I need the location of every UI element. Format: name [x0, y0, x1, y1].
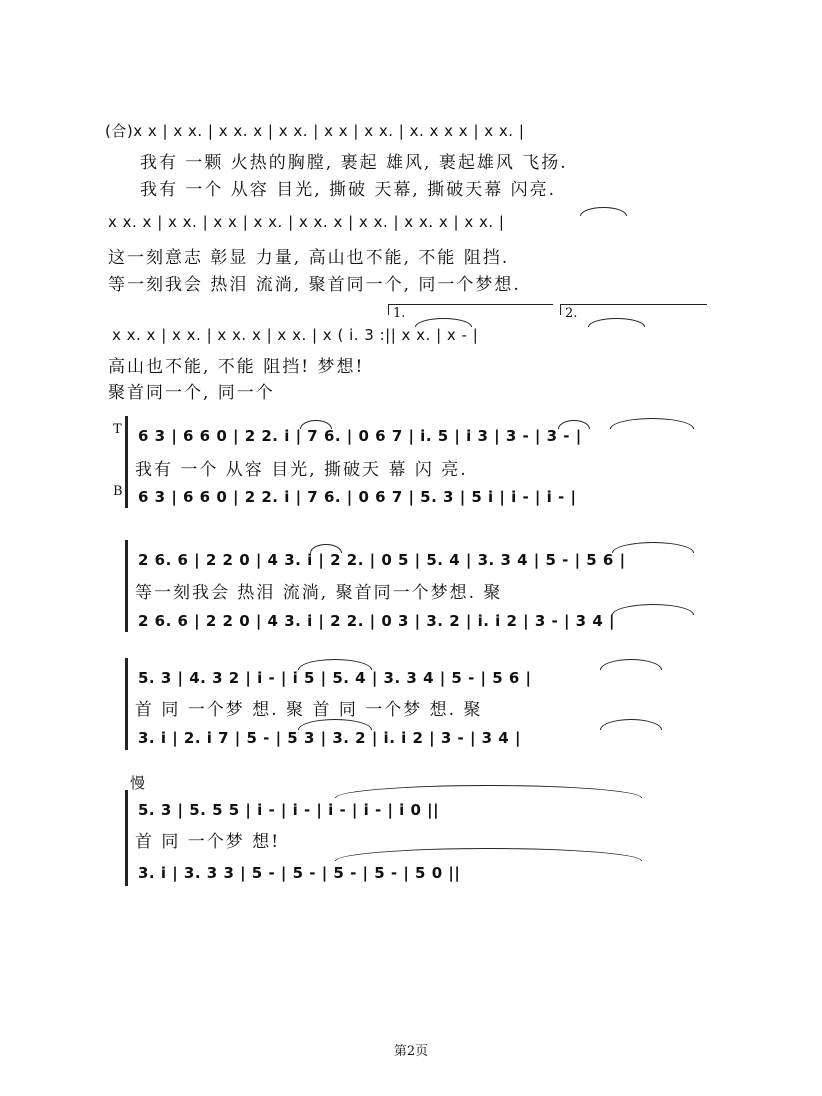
- rhythm-line-1: (合)x x | x x. | x x. x | x x. | x x | x x. | x. x x x | x x. |: [105, 122, 525, 140]
- system-bracket: [125, 540, 128, 632]
- tenor-label: T: [113, 422, 122, 437]
- tie-mark: [612, 604, 694, 615]
- lyric-line-3b: 聚首同一个, 同一个: [108, 383, 275, 403]
- score-lyric-line: 首 同 一个梦 想!: [135, 832, 281, 852]
- score-bass-line: 3. i | 3. 3 3 | 5 - | 5 - | 5 - | 5 - | 5 0 ||: [138, 864, 461, 882]
- tie-mark: [580, 207, 627, 216]
- tie-mark: [600, 659, 662, 670]
- tie-mark: [300, 420, 332, 429]
- bass-label: B: [113, 484, 123, 499]
- rhythm-line-3: x x. x | x x. | x x. x | x x. | x ( i. 3 :|| x x. | x - |: [112, 326, 479, 344]
- lyric-line-2b: 等一刻我会 热泪 流淌, 聚首同一个, 同一个梦想.: [108, 275, 521, 295]
- score-bass-line: 3. i | 2. i 7 | 5 - | 5 3 | 3. 2 | i. i 2 | 3 - | 3 4 |: [138, 729, 521, 747]
- system-bracket: [125, 790, 128, 886]
- score-lyric-line: 我有 一个 从容 目光, 撕破天 幕 闪 亮.: [135, 460, 468, 480]
- system-bracket: [125, 658, 128, 750]
- lyric-line-2a: 这一刻意志 彰显 力量, 高山也不能, 不能 阻挡.: [108, 248, 510, 268]
- tie-mark: [600, 719, 662, 730]
- score-tenor-line: 5. 3 | 5. 5 5 | i - | i - | i - | i - | i 0 ||: [138, 801, 440, 819]
- tempo-marking: 慢: [130, 774, 146, 792]
- score-bass-line: 6 3 | 6 6 0 | 2 2. i | 7 6. | 0 6 7 | 5. 3 | 5 i | i - | i - |: [138, 488, 577, 506]
- tie-mark: [610, 418, 694, 429]
- volta-label-1: 1.: [393, 306, 406, 321]
- tie-mark: [298, 659, 372, 670]
- tie-mark: [588, 318, 645, 327]
- system-bracket: [125, 416, 128, 508]
- tie-mark: [335, 848, 642, 861]
- score-lyric-line: 首 同 一个梦 想. 聚 首 同 一个梦 想. 聚: [135, 700, 483, 720]
- score-bass-line: 2 6. 6 | 2 2 0 | 4 3. i | 2 2. | 0 3 | 3. 2 | i. i 2 | 3 - | 3 4 |: [138, 612, 615, 630]
- score-lyric-line: 等一刻我会 热泪 流淌, 聚首同一个梦想. 聚: [135, 583, 503, 603]
- tie-mark: [558, 420, 590, 429]
- rhythm-line-2: x x. x | x x. | x x | x x. | x x. x | x x. | x x. x | x x. |: [108, 213, 505, 231]
- tie-mark: [612, 542, 694, 553]
- score-tenor-line: 6 3 | 6 6 0 | 2 2. i | 7 6. | 0 6 7 | i. 5 | i 3 | 3 - | 3 - |: [138, 427, 582, 445]
- tie-mark: [335, 785, 642, 798]
- lyric-line-1b: 我有 一个 从容 目光, 撕破 天幕, 撕破天幕 闪亮.: [140, 180, 557, 200]
- volta-bracket-1: [388, 304, 553, 315]
- lyric-line-3a: 高山也不能, 不能 阻挡! 梦想!: [108, 357, 365, 377]
- tie-mark: [298, 719, 372, 730]
- lyric-line-1a: 我有 一颗 火热的胸膛, 裹起 雄风, 裹起雄风 飞扬.: [140, 153, 568, 173]
- score-tenor-line: 2 6. 6 | 2 2 0 | 4 3. i | 2 2. | 0 5 | 5. 4 | 3. 3 4 | 5 - | 5 6 |: [138, 551, 626, 569]
- tie-mark: [415, 318, 472, 327]
- score-tenor-line: 5. 3 | 4. 3 2 | i - | i 5 | 5. 4 | 3. 3 4 | 5 - | 5 6 |: [138, 669, 532, 687]
- tie-mark: [310, 544, 342, 553]
- volta-label-2: 2.: [565, 306, 578, 321]
- volta-bracket-2: [560, 304, 707, 315]
- page-number: 第2页: [393, 1044, 429, 1059]
